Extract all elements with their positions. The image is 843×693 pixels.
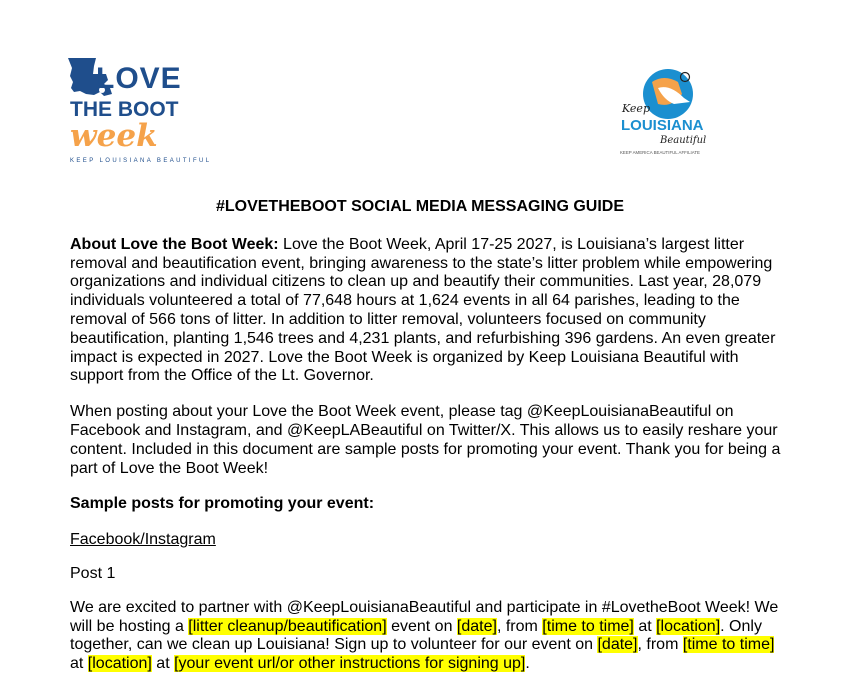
logo-louisiana-text: LOUISIANA (621, 117, 704, 134)
placeholder-event-type: [litter cleanup/beautification] (188, 617, 387, 635)
logo-affiliate-text: KEEP AMERICA BEAUTIFUL AFFILIATE (620, 150, 700, 155)
logo-beautiful-text: Beautiful (660, 135, 707, 146)
about-label: About Love the Boot Week: (70, 235, 279, 253)
post-text-segment: . (525, 655, 530, 673)
post-text-segment: . Only together, can we clean up Louisiana! Sign up to volunteer for our event on (70, 617, 762, 654)
placeholder-time: [time to time] (542, 617, 634, 635)
placeholder-location: [location] (87, 655, 152, 673)
post-text-segment: at (70, 655, 88, 673)
posting-instructions-paragraph: When posting about your Love the Boot Week event, please tag @KeepLouisianaBeautiful on Facebook and Instagram, and @KeepLABeautiful on Twitter/X. This allows us to easily reshare your content. Included in this document are sample posts for promoting your event. Thank you for being a part of Love the Boot Week! (70, 403, 781, 477)
placeholder-date: [date] (597, 636, 638, 654)
post-1-body (70, 599, 790, 674)
keep-louisiana-beautiful-logo (618, 64, 722, 160)
love-the-boot-week-logo (66, 54, 212, 166)
logo-tagline-text: KEEP LOUISIANA BEAUTIFUL (70, 158, 212, 164)
logo-week-text: week (70, 118, 158, 154)
post-text-segment: , from (637, 636, 683, 654)
sample-posts-heading: Sample posts for promoting your event: (70, 495, 375, 513)
logo-love-text: LOVE (96, 62, 182, 95)
page-title: #LOVETHEBOOT SOCIAL MEDIA MESSAGING GUIDE (215, 198, 625, 215)
about-text: Love the Boot Week, April 17-25 2027, is Louisiana’s largest litter removal and beautification event, bringing awareness to the state’s litter problem while empowering organizations and individual citizens to clean up and beautify their communities. Last year, 28,079 individuals volunteered a total of 77,648 hours at 1,624 events in all 64 parishes, leading to the removal of 566 tons of litter. In addition to litter removal, volunteers focused on community beautification, planting 1,546 trees and 4,231 plants, and refurbishing 396 gardens. An even greater impact is expected in 2027. Love the Boot Week is organized by Keep Louisiana Beautiful with support from the Office of the Lt. Governor. (70, 235, 776, 385)
klb-logo-graphic (618, 64, 722, 160)
platform-heading (70, 531, 790, 550)
logo-the-boot-text: THE BOOT (70, 98, 179, 121)
placeholder-location: [location] (656, 617, 721, 635)
post-text-segment: at (151, 655, 175, 673)
placeholder-date: [date] (456, 617, 497, 635)
placeholder-time: [time to time] (682, 636, 775, 654)
post-1-label: Post 1 (70, 564, 116, 582)
post-text-segment: event on (386, 617, 457, 635)
post-text-segment: at (633, 617, 657, 635)
platform-heading-text: Facebook/Instagram (70, 531, 216, 549)
about-paragraph (70, 236, 790, 386)
post-text-segment: We are excited to partner with @KeepLouisianaBeautiful and participate in #LovetheBoot Week! We will be hosting a (70, 598, 779, 635)
placeholder-signup-url: [your event url/or other instructions for signing up] (174, 655, 526, 673)
document-body (70, 198, 790, 674)
logo-keep-text: Keep (622, 102, 650, 115)
love-the-boot-logo-graphic (66, 54, 212, 166)
post-text-segment: , from (496, 617, 543, 635)
